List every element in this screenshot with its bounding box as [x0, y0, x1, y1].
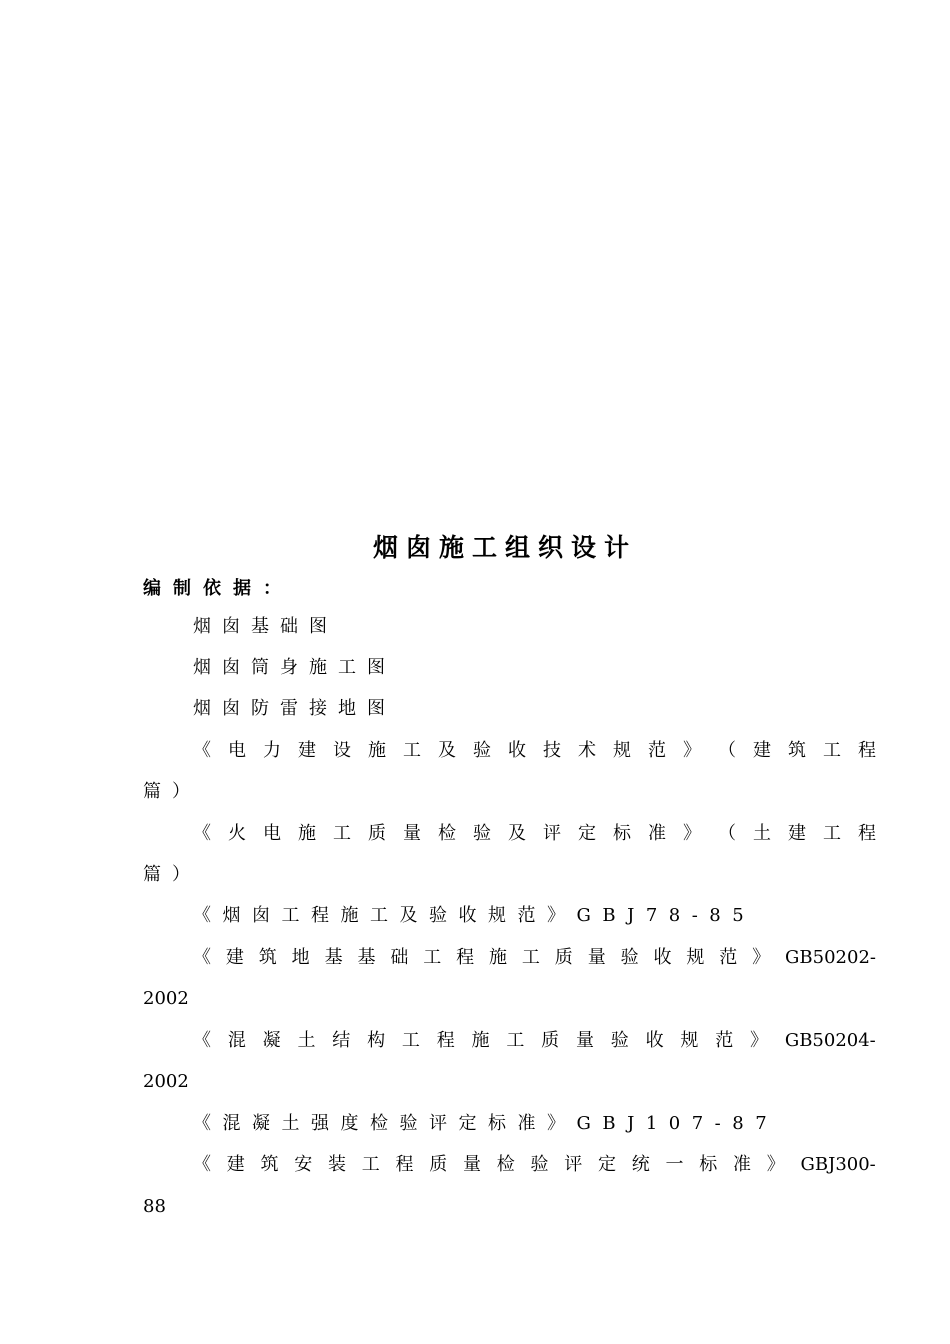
text-glyph: 》 [752, 947, 771, 968]
text-glyph: 准 [733, 1154, 751, 1175]
text-glyph: 收 [645, 1030, 664, 1051]
list-item-line1 [193, 946, 876, 970]
text-glyph: 范 [648, 740, 666, 761]
text-glyph: 《 [193, 823, 211, 844]
text-glyph: 质 [554, 947, 573, 968]
text-glyph: 规 [680, 1030, 699, 1051]
text-glyph: 工 [333, 823, 351, 844]
text-glyph: 构 [367, 1030, 386, 1051]
text-glyph: 土 [297, 1030, 316, 1051]
list-item-line1 [193, 1029, 876, 1053]
text-glyph: 筑 [260, 1154, 279, 1175]
text-glyph: 收 [508, 740, 526, 761]
text-glyph: （ [718, 740, 736, 761]
list-item-line2: 2002 [143, 988, 189, 1009]
text-glyph: 》 [766, 1154, 785, 1175]
text-glyph: 技 [543, 740, 561, 761]
text-glyph: 及 [508, 823, 526, 844]
text-glyph: 筑 [788, 740, 806, 761]
document-title: 烟囱施工组织设计 [372, 533, 637, 562]
text-glyph: 土 [753, 823, 771, 844]
text-glyph: 程 [395, 1154, 414, 1175]
text-glyph: 评 [543, 823, 561, 844]
text-glyph: 施 [489, 947, 508, 968]
text-glyph: 一 [665, 1154, 684, 1175]
list-item-line1 [193, 822, 876, 846]
list-item: 烟囱筒身施工图 [193, 657, 396, 678]
text-glyph: 标 [699, 1154, 718, 1175]
text-glyph: 电 [263, 823, 281, 844]
text-glyph: 凝 [262, 1030, 281, 1051]
text-glyph: 施 [298, 823, 316, 844]
text-glyph: 建 [753, 740, 771, 761]
text-glyph: 安 [294, 1154, 313, 1175]
text-glyph: 《 [193, 1154, 211, 1175]
text-glyph: 程 [858, 740, 876, 761]
text-glyph: 定 [598, 1154, 616, 1175]
text-glyph: （ [718, 823, 736, 844]
text-glyph: 建 [788, 823, 806, 844]
text-glyph: 验 [620, 947, 639, 968]
text-glyph: 基 [357, 947, 376, 968]
text-glyph: 质 [368, 823, 386, 844]
text-glyph: 施 [368, 740, 386, 761]
list-item: 《烟囱工程施工及验收规范》GBJ78-85 [193, 905, 756, 926]
text-glyph: 程 [858, 823, 876, 844]
text-glyph: 量 [403, 823, 421, 844]
text-glyph: 火 [228, 823, 246, 844]
text-glyph: 力 [263, 740, 281, 761]
list-item: 烟囱基础图 [193, 616, 338, 637]
text-glyph: 范 [719, 947, 738, 968]
text-glyph: 》 [683, 823, 701, 844]
text-glyph: 基 [324, 947, 343, 968]
text-glyph: 量 [463, 1154, 481, 1175]
text-glyph: 工 [403, 740, 421, 761]
text-glyph: 检 [496, 1154, 515, 1175]
text-glyph: 混 [227, 1030, 246, 1051]
list-item-line2: 篇） [143, 864, 201, 885]
text-glyph: 工 [506, 1030, 525, 1051]
text-glyph: 检 [438, 823, 456, 844]
text-glyph: 结 [332, 1030, 351, 1051]
text-glyph: 质 [429, 1154, 448, 1175]
text-glyph: 《 [193, 947, 211, 968]
text-glyph: 工 [401, 1030, 420, 1051]
text-glyph: 验 [530, 1154, 549, 1175]
text-glyph: 工 [823, 740, 841, 761]
list-item-line2: 2002 [143, 1071, 189, 1092]
text-glyph: 施 [471, 1030, 490, 1051]
text-glyph: 筑 [258, 947, 277, 968]
section-heading: 编制依据： [143, 578, 293, 599]
text-glyph: 定 [578, 823, 596, 844]
text-glyph: 评 [564, 1154, 583, 1175]
list-item-line2: 篇） [143, 781, 201, 802]
list-item-line1 [193, 1153, 876, 1177]
text-glyph: 及 [438, 740, 456, 761]
list-item: 《混凝土强度检验评定标准》GBJ107-87 [193, 1113, 779, 1134]
text-glyph: GB50204- [784, 1030, 876, 1051]
text-glyph: 术 [578, 740, 596, 761]
text-glyph: 量 [575, 1030, 594, 1051]
text-glyph: 础 [390, 947, 409, 968]
text-glyph: 工 [823, 823, 841, 844]
text-glyph: 》 [683, 740, 701, 761]
text-glyph: 工 [521, 947, 540, 968]
text-glyph: 范 [715, 1030, 734, 1051]
text-glyph: 规 [686, 947, 705, 968]
text-glyph: 工 [423, 947, 442, 968]
text-glyph: GBJ300- [800, 1154, 876, 1175]
text-glyph: 装 [328, 1154, 346, 1175]
text-glyph: 《 [193, 740, 211, 761]
text-glyph: 工 [361, 1154, 380, 1175]
text-glyph: 收 [653, 947, 672, 968]
text-glyph: 规 [613, 740, 631, 761]
list-item-line2: 88 [143, 1196, 166, 1217]
text-glyph: 验 [473, 740, 491, 761]
text-glyph: 验 [473, 823, 491, 844]
text-glyph: 》 [750, 1030, 768, 1051]
text-glyph: 程 [456, 947, 475, 968]
text-glyph: 建 [226, 1154, 245, 1175]
text-glyph: 《 [193, 1030, 211, 1051]
text-glyph: 验 [610, 1030, 629, 1051]
text-glyph: 电 [228, 740, 246, 761]
text-glyph: 准 [648, 823, 666, 844]
text-glyph: 地 [291, 947, 310, 968]
text-glyph: 统 [631, 1154, 650, 1175]
text-glyph: 设 [333, 740, 351, 761]
text-glyph: 建 [225, 947, 244, 968]
text-glyph: GB50202- [785, 947, 876, 968]
text-glyph: 质 [541, 1030, 560, 1051]
text-glyph: 量 [587, 947, 606, 968]
text-glyph: 程 [436, 1030, 455, 1051]
list-item: 烟囱防雷接地图 [193, 698, 396, 719]
text-glyph: 标 [613, 823, 631, 844]
text-glyph: 建 [298, 740, 316, 761]
list-item-line1 [193, 739, 876, 763]
